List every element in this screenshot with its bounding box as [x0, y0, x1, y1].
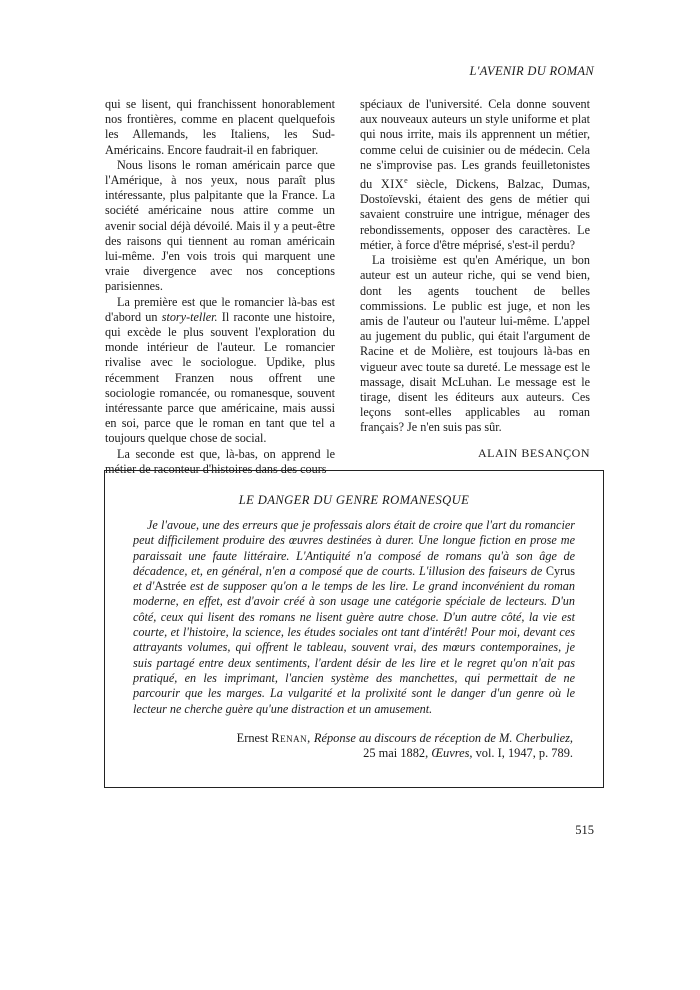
author-surname: Renan,: [271, 730, 311, 745]
citation: [133, 731, 575, 762]
text-run: siècle, Dickens, Balzac, Dumas, Dostoïevski, étaient des gens de métier qui savaient construire une intrigue, ménager des rebondissements, opposer des caractères. Le métier, à force d'être méprisé, s'est-il perdu?: [360, 177, 590, 252]
paragraph: La seconde est que, là-bas, on apprend le métier de raconteur d'histoires dans des cours: [105, 446, 335, 476]
citation-line: [133, 746, 573, 761]
collection-title: Œuvres,: [431, 746, 473, 761]
emphasis: story-teller.: [161, 309, 218, 324]
date: 25 mai 1882,: [363, 746, 429, 761]
paragraph: qui se lisent, qui franchissent honorablement nos frontières, comme en placent quelquefois les Allemands, les Italiens, les Sud-Américains. Encore faudrait-il en fabriquer.: [105, 97, 335, 157]
page-number: 515: [575, 823, 594, 837]
text-run: Cyrus: [545, 563, 575, 578]
citation-line: [133, 731, 573, 746]
box-quote: [133, 518, 575, 717]
century-numeral: XIX: [380, 177, 405, 192]
text-run: La première est que le romancier là-bas est d'abord un: [105, 294, 335, 324]
text-run: Astrée: [154, 579, 187, 594]
right-column: [360, 97, 590, 461]
paragraph: [105, 295, 335, 447]
paragraph: Nous lisons le roman américain parce que l'Amérique, à nos yeux, nous paraît plus intéressante, plus palpitante que la France. La société américaine nous attire comme un avenir social déjà dévoilé. Mais il y a peut-être des raisons qui tiennent au roman américain lui-même. J'en vois trois qui marquent une vraie divergence avec nos conceptions parisiennes.: [105, 157, 335, 294]
author-signature: ALAIN BESANÇON: [478, 445, 590, 460]
superscript: e: [404, 176, 408, 186]
text-run: spéciaux de l'université. Cela donne souvent aux nouveaux auteurs un style uniforme et plat qui nous irrite, mais ils apprennent un métier, comme celui de cuisinier ou de médecin. Cela ne s'improvise pas. Les grands feuilletonistes du: [360, 97, 590, 192]
author-name: Ernest: [236, 730, 269, 745]
sidebar-box: [104, 470, 604, 788]
paragraph: [360, 97, 590, 253]
text-run: et d': [133, 579, 155, 594]
text-run: est de supposer qu'on a le temps de les lire. Le grand inconvénient du roman moderne, en effet, est d'avoir créé à son usage une catégorie spéciale de lecteurs. D'un côté, ceux qui lisent des romans ne lisent guère autre chose. D'un autre côté, la vie est courte, et l'histoire, la science, les études sociales ont tant d'intérêt! Pour moi, devant ces attrayants volumes, qui offrent le tableau, souvent vrai, des mœurs contemporaines, je suis partagé entre deux sentiments, l'ardent désir de les lire et le regret qu'on n'ait pas pratiqué, en les imprimant, l'ancien système des manchettes, qui permettait de ne parcourir que les marges. La vulgarité et la prolixité sont le danger d'un genre où le lecteur ne cherche guère qu'une distraction et un amusement.: [133, 579, 575, 716]
running-head: L'AVENIR DU ROMAN: [469, 64, 594, 78]
text-run: Il raconte une histoire, qui excède le plus souvent l'exploration du monde intérieur de l'auteur. Le romancier rivalise avec le sociologue. Updike, plus récemment Franzen nous offrent une sociologie romancée, ou romanesque, souvent intéressante parce que américaine, mais aussi en soi, parce que le roman en tant que tel a toujours quelque chose de social.: [105, 309, 335, 446]
box-title: LE DANGER DU GENRE ROMANESQUE: [238, 493, 470, 507]
left-column: [105, 97, 335, 477]
paragraph: La troisième est qu'en Amérique, un bon auteur est un auteur riche, qui se vend bien, dont les agents touchent de belles commissions. Le public est juge, et non les amis de l'auteur ou l'auteur lui-même. L'appel au jugement du public, qui était l'argument de Racine et de Molière, est toujours là-bas en vigueur avec toute sa dureté. Le message est le massage, disait McLuhan. Le message est le tirage, disent les éditeurs aux auteurs. Ces leçons sont-elles applicables au roman français? Je n'en suis pas sûr.: [360, 253, 590, 435]
text-run: Je l'avoue, une des erreurs que je professais alors était de croire que l'art du romancier peut difficilement produire des œuvres destinées à durer. Une longue fiction en prose me paraissait une faute littéraire. L'Antiquité n'a composé de romans qu'à son âge de décadence, et, en général, n'en a composé que de courts. L'illusion des faiseurs de: [133, 518, 575, 578]
reference: vol. I, 1947, p. 789.: [475, 746, 573, 761]
work-title: Réponse au discours de réception de M. Cherbuliez,: [313, 730, 573, 745]
